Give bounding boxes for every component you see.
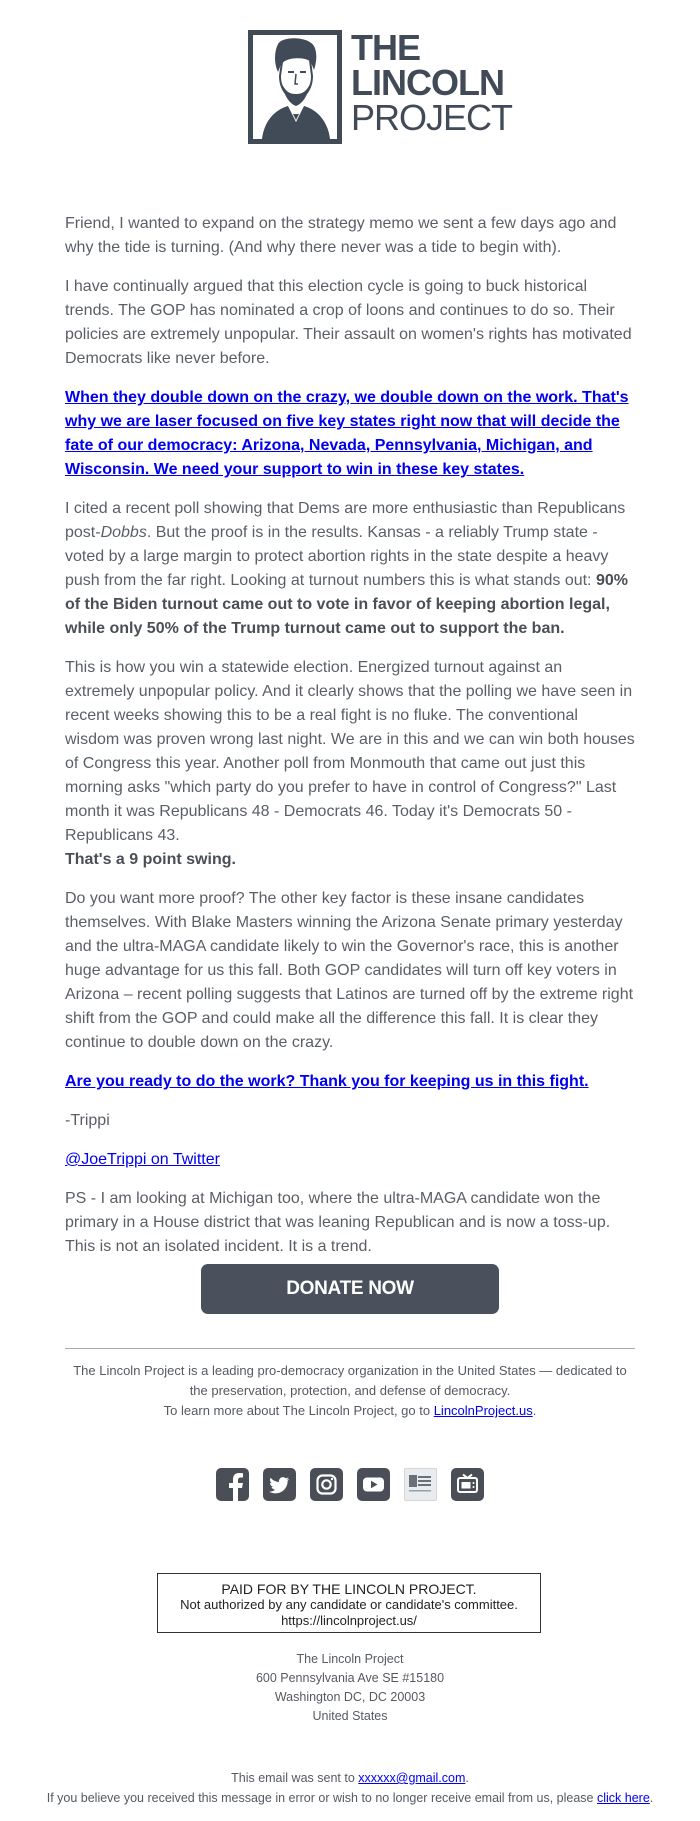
optout-line — [0, 1788, 700, 1808]
paragraph-poll — [65, 497, 635, 641]
turnout-bold: 90% of the Biden turnout came out to vote in favor of keeping abortion legal, while only 50% of the Trump turnout came out to support the ban. — [65, 572, 628, 637]
sent-to-line — [0, 1768, 700, 1788]
social-links — [216, 1468, 498, 1502]
paragraph-intro: Friend, I wanted to expand on the strategy memo we sent a few days ago and why the tide is turning. (And why there never was a tide to begin with). — [65, 215, 617, 256]
address-line-2: 600 Pennsylvania Ave SE #15180 — [255, 1671, 445, 1685]
paragraph-election-cycle: I have continually argued that this election cycle is going to buck historical trends. The GOP has nominated a crop of loons and continues to do so. Their policies are extremely unpopular. Their assault on women's rights has motivated Democrats like never before. — [65, 278, 632, 367]
paragraph-twitter — [65, 1148, 635, 1172]
optout-suffix: . — [649, 1791, 654, 1805]
statewide-text: This is how you win a statewide election. Energized turnout against an extremely unpopular policy. And it clearly shows that the polling we have seen in recent weeks showing this to be a real fight is no fluke. The conventional wisdom was proven wrong last night. We are in this and we can win both houses of Congress this year. Another poll from Monmouth that came out just this morning asks "which party do you prefer to have in control of Congress?" Last month it was Republicans 48 - Democrats 46. Today it's Democrats 50 - Republicans 43. — [65, 659, 635, 844]
email-body — [65, 212, 635, 1274]
lincoln-project-logo — [248, 27, 513, 146]
instagram-icon[interactable] — [310, 1468, 343, 1501]
address-line-3: Washington DC, DC 20003 — [274, 1690, 426, 1704]
swing-bold: That's a 9 point swing. — [65, 851, 236, 868]
paid-line-2: Not authorized by any candidate or candidate's committee. — [180, 1597, 518, 1612]
learn-suffix: . — [532, 1403, 537, 1418]
footer-divider — [65, 1348, 635, 1349]
ready-link[interactable]: Are you ready to do the work? Thank you for keeping us in this fight. — [65, 1073, 589, 1090]
sent-suffix: . — [465, 1771, 469, 1785]
poll-text-2: . But the proof is in the results. Kansas - a reliably Trump state - voted by a large margin to protect abortion rights in the state despite a heavy push from the far right. Looking at turnout numbers this is what stands out: — [65, 524, 609, 589]
facebook-icon[interactable] — [216, 1468, 249, 1501]
address-line-1: The Lincoln Project — [296, 1652, 404, 1666]
unsubscribe-link[interactable]: click here — [596, 1791, 650, 1805]
logo-line-1: THE — [351, 27, 420, 68]
lincoln-project-icon[interactable] — [404, 1468, 437, 1501]
recipient-email-link[interactable]: xxxxxx@gmail.com — [358, 1771, 466, 1785]
optout-prefix: If you believe you received this message in error or wish to no longer receive email from us, please — [46, 1791, 597, 1805]
paid-for-disclaimer — [157, 1573, 541, 1633]
learn-prefix: To learn more about The Lincoln Project, go to — [163, 1403, 434, 1418]
paragraph-proof: Do you want more proof? The other key factor is these insane candidates themselves. With Blake Masters winning the Arizona Senate primary yesterday and the ultra-MAGA candidate likely to win the Governor's race, this is another huge advantage for us this fall. Both GOP candidates will turn off key voters in Arizona – recent polling suggests that Latinos are turned off by the extreme right shift from the GOP and could make all the difference this fall. It is clear they continue to double down on the crazy. — [65, 890, 634, 1051]
paragraph-statewide — [65, 656, 635, 872]
footer-about-text: The Lincoln Project is a leading pro-democracy organization in the United States — dedicated to the preservation, protection, and defense of democracy. — [73, 1363, 627, 1398]
twitter-link[interactable]: @JoeTrippi on Twitter — [65, 1151, 220, 1168]
key-states-link[interactable]: When they double down on the crazy, we double down on the work. That's why we are laser focused on five key states right now that will decide the fate of our democracy: Arizona, Nevada, Pennsylvania, Michigan, and Wisconsin. We need your support to win in these key states. — [65, 389, 629, 478]
youtube-icon[interactable] — [357, 1468, 390, 1501]
donate-now-button[interactable]: DONATE NOW — [201, 1264, 499, 1314]
lincolnproject-link[interactable]: LincolnProject.us — [433, 1403, 533, 1418]
paid-line-1: PAID FOR BY THE LINCOLN PROJECT. — [221, 1581, 477, 1597]
sent-prefix: This email was sent to — [231, 1771, 359, 1785]
footer-about — [65, 1361, 635, 1421]
signoff: -Trippi — [65, 1112, 110, 1129]
footer-learn-more — [65, 1401, 635, 1421]
address-line-4: United States — [312, 1709, 388, 1723]
twitter-icon[interactable] — [263, 1468, 296, 1501]
paragraph-ps: PS - I am looking at Michigan too, where the ultra-MAGA candidate won the primary in a House district that was leaning Republican and is now a toss-up. This is not an isolated incident. It is a trend. — [65, 1190, 611, 1255]
logo-line-3: PROJECT — [351, 97, 513, 138]
tv-icon[interactable] — [451, 1468, 484, 1501]
paragraph-ready-link — [65, 1070, 635, 1094]
paragraph-key-states-link — [65, 386, 635, 482]
email-footer-notice — [0, 1768, 700, 1808]
dobbs-italic: Dobbs — [100, 524, 147, 541]
logo-line-2: LINCOLN — [351, 62, 504, 103]
poll-text-1: I cited a recent poll showing that Dems are more enthusiastic than Republicans post- — [65, 500, 626, 541]
logo-wordmark — [351, 27, 513, 138]
paid-line-3: https://lincolnproject.us/ — [281, 1613, 417, 1628]
lincoln-portrait-icon — [248, 30, 342, 144]
mailing-address — [0, 1650, 700, 1726]
